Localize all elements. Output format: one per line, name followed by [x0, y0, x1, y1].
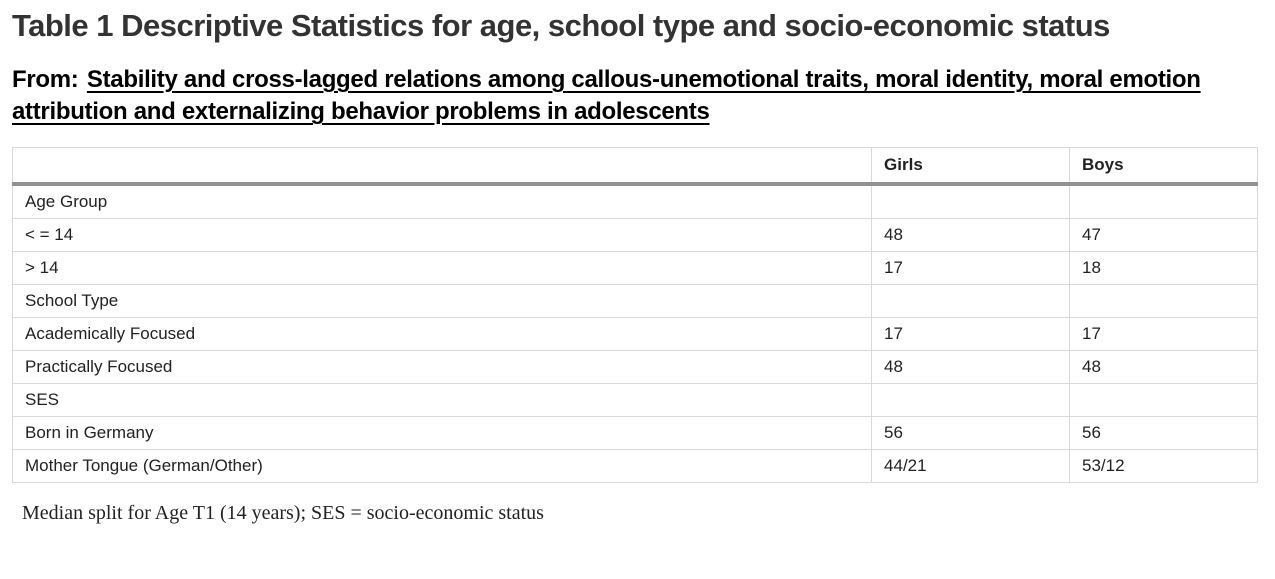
- row-label-cell: Age Group: [13, 184, 872, 219]
- table-row: [13, 350, 1258, 383]
- girls-value-cell: 48: [872, 218, 1070, 251]
- row-label-cell: Practically Focused: [13, 350, 872, 383]
- column-header-girls: Girls: [872, 147, 1070, 184]
- boys-value-cell: 47: [1070, 218, 1258, 251]
- descriptive-statistics-table: [12, 147, 1258, 483]
- page-title: Table 1 Descriptive Statistics for age, school type and socio-economic status: [12, 8, 1110, 43]
- boys-value-cell: 18: [1070, 251, 1258, 284]
- girls-value-cell: 17: [872, 251, 1070, 284]
- table-row: [13, 284, 1258, 317]
- table-row: [13, 383, 1258, 416]
- girls-value-cell: [872, 284, 1070, 317]
- row-label-cell: Academically Focused: [13, 317, 872, 350]
- boys-value-cell: [1070, 383, 1258, 416]
- table-row: [13, 416, 1258, 449]
- table-row: [13, 218, 1258, 251]
- boys-value-cell: 56: [1070, 416, 1258, 449]
- girls-value-cell: 48: [872, 350, 1070, 383]
- row-label-cell: > 14: [13, 251, 872, 284]
- boys-value-cell: 48: [1070, 350, 1258, 383]
- girls-value-cell: 44/21: [872, 449, 1070, 482]
- boys-value-cell: [1070, 284, 1258, 317]
- boys-value-cell: 17: [1070, 317, 1258, 350]
- header-row: [13, 147, 1258, 184]
- boys-value-cell: [1070, 184, 1258, 219]
- row-label-cell: Mother Tongue (German/Other): [13, 449, 872, 482]
- article-title-link[interactable]: Stability and cross-lagged relations among callous-unemotional traits, moral identity, moral emotion attribution and externalizing behavior problems in adolescents: [12, 66, 1201, 126]
- girls-value-cell: [872, 383, 1070, 416]
- row-label-cell: School Type: [13, 284, 872, 317]
- from-label: From:: [12, 66, 79, 94]
- table-row: [13, 317, 1258, 350]
- column-header-empty: [13, 147, 872, 184]
- row-label-cell: < = 14: [13, 218, 872, 251]
- table-row: [13, 449, 1258, 482]
- boys-value-cell: 53/12: [1070, 449, 1258, 482]
- girls-value-cell: 56: [872, 416, 1070, 449]
- from-line: [12, 64, 1222, 129]
- table-footnote: Median split for Age T1 (14 years); SES = socio-economic status: [22, 501, 544, 524]
- column-header-boys: Boys: [1070, 147, 1258, 184]
- girls-value-cell: 17: [872, 317, 1070, 350]
- row-label-cell: Born in Germany: [13, 416, 872, 449]
- row-label-cell: SES: [13, 383, 872, 416]
- table-header: [13, 147, 1258, 184]
- table-row: [13, 184, 1258, 219]
- table-row: [13, 251, 1258, 284]
- girls-value-cell: [872, 184, 1070, 219]
- table-body: [13, 184, 1258, 483]
